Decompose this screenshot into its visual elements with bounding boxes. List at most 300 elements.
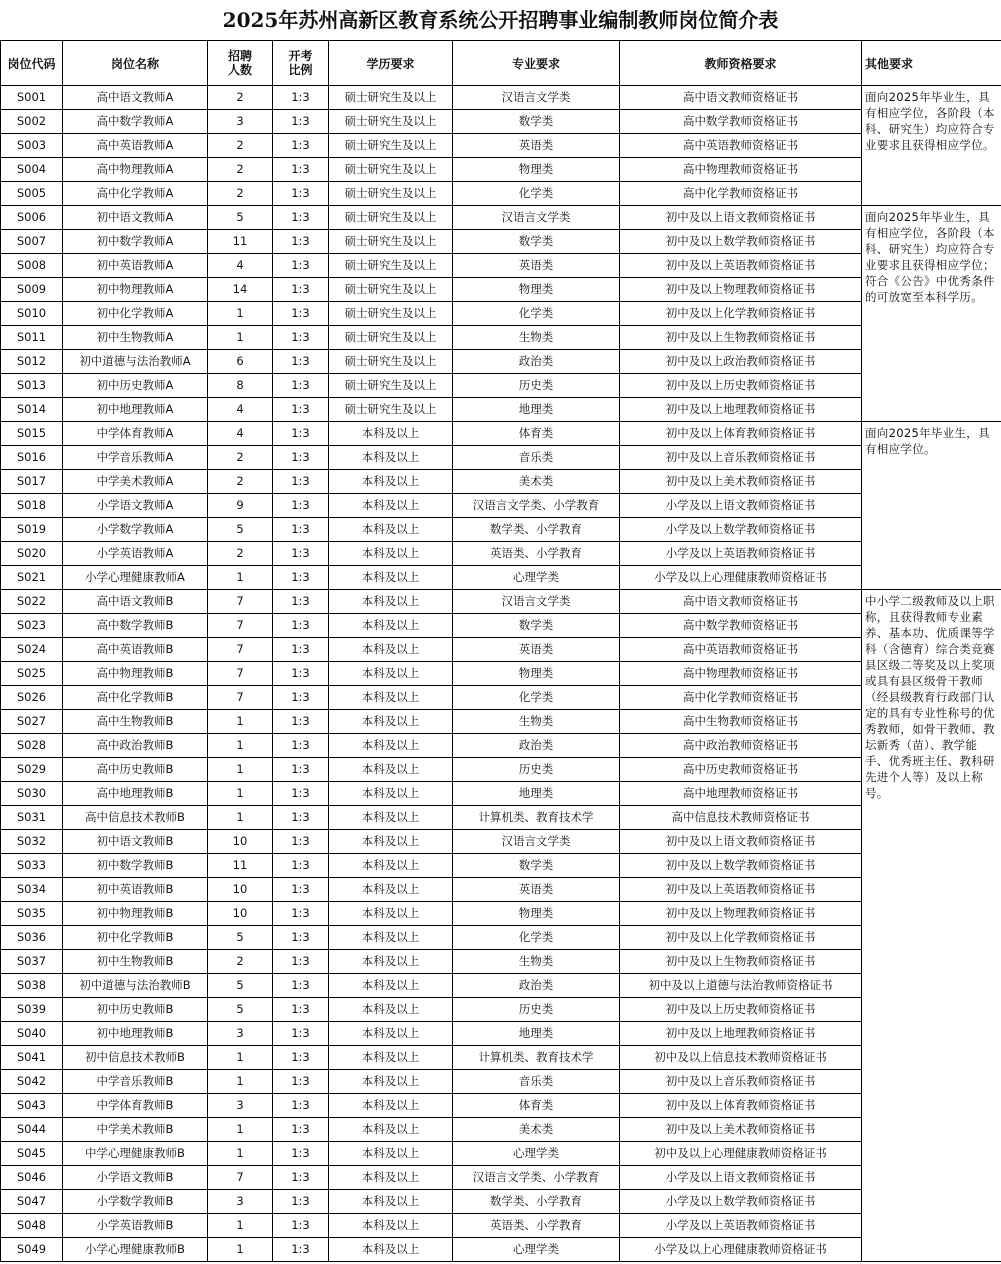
cell-certificate: 初中及以上物理教师资格证书	[620, 902, 862, 926]
cell-ratio: 1:3	[273, 230, 329, 254]
cell-education: 本科及以上	[329, 1046, 453, 1070]
cell-code: S005	[1, 182, 63, 206]
cell-certificate: 初中及以上化学教师资格证书	[620, 926, 862, 950]
cell-ratio: 1:3	[273, 446, 329, 470]
cell-name: 初中地理教师A	[63, 398, 208, 422]
cell-certificate: 高中英语教师资格证书	[620, 638, 862, 662]
cell-major: 数学类、小学教育	[453, 1190, 620, 1214]
cell-name: 高中语文教师A	[63, 86, 208, 110]
cell-ratio: 1:3	[273, 494, 329, 518]
cell-major: 化学类	[453, 302, 620, 326]
cell-education: 本科及以上	[329, 806, 453, 830]
cell-ratio: 1:3	[273, 206, 329, 230]
cell-major: 美术类	[453, 470, 620, 494]
table-row	[1, 926, 1001, 950]
cell-code: S042	[1, 1070, 63, 1094]
cell-ratio: 1:3	[273, 518, 329, 542]
header-certificate: 教师资格要求	[620, 41, 862, 86]
cell-certificate: 初中及以上物理教师资格证书	[620, 278, 862, 302]
cell-name: 中学美术教师B	[63, 1118, 208, 1142]
cell-education: 硕士研究生及以上	[329, 230, 453, 254]
cell-certificate: 高中地理教师资格证书	[620, 782, 862, 806]
cell-ratio: 1:3	[273, 1142, 329, 1166]
table-row	[1, 206, 1001, 230]
cell-code: S031	[1, 806, 63, 830]
cell-certificate: 初中及以上美术教师资格证书	[620, 470, 862, 494]
cell-ratio: 1:3	[273, 806, 329, 830]
cell-major: 政治类	[453, 974, 620, 998]
cell-major: 汉语言文学类	[453, 590, 620, 614]
table-row	[1, 398, 1001, 422]
cell-certificate: 高中政治教师资格证书	[620, 734, 862, 758]
cell-education: 本科及以上	[329, 1214, 453, 1238]
cell-ratio: 1:3	[273, 782, 329, 806]
table-row	[1, 878, 1001, 902]
cell-certificate: 初中及以上音乐教师资格证书	[620, 446, 862, 470]
cell-code: S004	[1, 158, 63, 182]
cell-name: 高中地理教师B	[63, 782, 208, 806]
cell-code: S033	[1, 854, 63, 878]
cell-major: 历史类	[453, 758, 620, 782]
cell-name: 初中历史教师B	[63, 998, 208, 1022]
table-row	[1, 758, 1001, 782]
table-row	[1, 350, 1001, 374]
cell-certificate: 初中及以上数学教师资格证书	[620, 230, 862, 254]
cell-certificate: 初中及以上体育教师资格证书	[620, 1094, 862, 1118]
cell-name: 高中化学教师B	[63, 686, 208, 710]
cell-count: 2	[208, 542, 273, 566]
cell-major: 计算机类、教育技术学	[453, 1046, 620, 1070]
table-row	[1, 638, 1001, 662]
cell-count: 7	[208, 590, 273, 614]
table-row	[1, 1238, 1001, 1262]
cell-education: 本科及以上	[329, 590, 453, 614]
cell-education: 本科及以上	[329, 614, 453, 638]
cell-count: 2	[208, 950, 273, 974]
cell-ratio: 1:3	[273, 470, 329, 494]
cell-name: 中学美术教师A	[63, 470, 208, 494]
cell-name: 小学心理健康教师A	[63, 566, 208, 590]
cell-certificate: 初中及以上英语教师资格证书	[620, 254, 862, 278]
cell-education: 本科及以上	[329, 1190, 453, 1214]
cell-ratio: 1:3	[273, 566, 329, 590]
table-row	[1, 302, 1001, 326]
cell-major: 心理学类	[453, 1142, 620, 1166]
cell-ratio: 1:3	[273, 374, 329, 398]
cell-education: 本科及以上	[329, 710, 453, 734]
cell-ratio: 1:3	[273, 350, 329, 374]
cell-major: 政治类	[453, 350, 620, 374]
cell-ratio: 1:3	[273, 110, 329, 134]
cell-major: 数学类	[453, 230, 620, 254]
cell-code: S047	[1, 1190, 63, 1214]
cell-count: 3	[208, 1094, 273, 1118]
cell-count: 11	[208, 230, 273, 254]
cell-education: 硕士研究生及以上	[329, 182, 453, 206]
cell-code: S006	[1, 206, 63, 230]
cell-count: 1	[208, 1214, 273, 1238]
cell-education: 本科及以上	[329, 758, 453, 782]
cell-education: 本科及以上	[329, 878, 453, 902]
cell-ratio: 1:3	[273, 398, 329, 422]
cell-ratio: 1:3	[273, 1022, 329, 1046]
cell-education: 硕士研究生及以上	[329, 254, 453, 278]
cell-name: 高中政治教师B	[63, 734, 208, 758]
cell-major: 音乐类	[453, 446, 620, 470]
table-row	[1, 806, 1001, 830]
cell-major: 英语类	[453, 638, 620, 662]
table-row	[1, 446, 1001, 470]
cell-ratio: 1:3	[273, 638, 329, 662]
cell-count: 10	[208, 902, 273, 926]
cell-name: 高中生物教师B	[63, 710, 208, 734]
cell-major: 心理学类	[453, 1238, 620, 1262]
cell-other-requirements: 面向2025年毕业生，具有相应学位。	[862, 422, 1001, 590]
cell-certificate: 初中及以上英语教师资格证书	[620, 878, 862, 902]
table-row	[1, 710, 1001, 734]
cell-education: 本科及以上	[329, 1118, 453, 1142]
cell-code: S027	[1, 710, 63, 734]
cell-major: 物理类	[453, 902, 620, 926]
cell-ratio: 1:3	[273, 686, 329, 710]
header-ratio	[273, 41, 329, 86]
cell-count: 10	[208, 878, 273, 902]
table-row	[1, 1142, 1001, 1166]
cell-education: 硕士研究生及以上	[329, 110, 453, 134]
cell-ratio: 1:3	[273, 902, 329, 926]
cell-certificate: 初中及以上语文教师资格证书	[620, 206, 862, 230]
cell-name: 初中化学教师A	[63, 302, 208, 326]
cell-code: S016	[1, 446, 63, 470]
table-row	[1, 254, 1001, 278]
cell-education: 本科及以上	[329, 446, 453, 470]
cell-education: 硕士研究生及以上	[329, 86, 453, 110]
cell-major: 数学类	[453, 614, 620, 638]
cell-name: 高中物理教师B	[63, 662, 208, 686]
cell-ratio: 1:3	[273, 614, 329, 638]
cell-certificate: 高中数学教师资格证书	[620, 614, 862, 638]
cell-count: 5	[208, 518, 273, 542]
cell-code: S025	[1, 662, 63, 686]
cell-major: 地理类	[453, 1022, 620, 1046]
cell-ratio: 1:3	[273, 1118, 329, 1142]
cell-ratio: 1:3	[273, 278, 329, 302]
cell-name: 高中物理教师A	[63, 158, 208, 182]
cell-major: 历史类	[453, 998, 620, 1022]
cell-certificate: 初中及以上道德与法治教师资格证书	[620, 974, 862, 998]
cell-ratio: 1:3	[273, 1070, 329, 1094]
table-row	[1, 686, 1001, 710]
table-row	[1, 902, 1001, 926]
cell-count: 1	[208, 1070, 273, 1094]
cell-name: 高中语文教师B	[63, 590, 208, 614]
cell-certificate: 初中及以上地理教师资格证书	[620, 398, 862, 422]
cell-major: 英语类、小学教育	[453, 1214, 620, 1238]
cell-education: 本科及以上	[329, 566, 453, 590]
cell-education: 本科及以上	[329, 950, 453, 974]
cell-education: 硕士研究生及以上	[329, 158, 453, 182]
cell-name: 初中化学教师B	[63, 926, 208, 950]
cell-code: S023	[1, 614, 63, 638]
table-row	[1, 86, 1001, 110]
cell-name: 中学体育教师B	[63, 1094, 208, 1118]
cell-count: 2	[208, 182, 273, 206]
header-count-line2: 人数	[227, 63, 252, 77]
cell-ratio: 1:3	[273, 926, 329, 950]
cell-ratio: 1:3	[273, 950, 329, 974]
cell-name: 初中生物教师A	[63, 326, 208, 350]
cell-name: 中学音乐教师B	[63, 1070, 208, 1094]
cell-certificate: 小学及以上心理健康教师资格证书	[620, 566, 862, 590]
cell-certificate: 初中及以上化学教师资格证书	[620, 302, 862, 326]
cell-education: 硕士研究生及以上	[329, 134, 453, 158]
cell-code: S034	[1, 878, 63, 902]
cell-ratio: 1:3	[273, 590, 329, 614]
cell-education: 本科及以上	[329, 998, 453, 1022]
cell-name: 小学英语教师B	[63, 1214, 208, 1238]
cell-major: 美术类	[453, 1118, 620, 1142]
cell-name: 高中数学教师B	[63, 614, 208, 638]
cell-count: 1	[208, 326, 273, 350]
cell-education: 硕士研究生及以上	[329, 206, 453, 230]
table-row	[1, 278, 1001, 302]
cell-major: 英语类	[453, 254, 620, 278]
cell-code: S044	[1, 1118, 63, 1142]
cell-name: 初中数学教师B	[63, 854, 208, 878]
table-row	[1, 1214, 1001, 1238]
table-row	[1, 374, 1001, 398]
cell-certificate: 初中及以上生物教师资格证书	[620, 326, 862, 350]
header-ratio-line1: 开考	[288, 49, 313, 63]
cell-code: S014	[1, 398, 63, 422]
cell-major: 英语类、小学教育	[453, 542, 620, 566]
header-name: 岗位名称	[63, 41, 208, 86]
cell-code: S043	[1, 1094, 63, 1118]
cell-code: S032	[1, 830, 63, 854]
cell-certificate: 小学及以上英语教师资格证书	[620, 542, 862, 566]
table-row	[1, 134, 1001, 158]
cell-education: 本科及以上	[329, 638, 453, 662]
cell-certificate: 小学及以上语文教师资格证书	[620, 1166, 862, 1190]
cell-name: 初中语文教师A	[63, 206, 208, 230]
cell-count: 4	[208, 422, 273, 446]
header-other: 其他要求	[862, 41, 1001, 86]
cell-count: 7	[208, 614, 273, 638]
cell-code: S039	[1, 998, 63, 1022]
table-row	[1, 494, 1001, 518]
cell-ratio: 1:3	[273, 86, 329, 110]
cell-ratio: 1:3	[273, 1094, 329, 1118]
table-row	[1, 422, 1001, 446]
cell-education: 硕士研究生及以上	[329, 278, 453, 302]
page-title: 2025年苏州高新区教育系统公开招聘事业编制教师岗位简介表	[222, 8, 779, 32]
cell-major: 生物类	[453, 950, 620, 974]
cell-count: 2	[208, 134, 273, 158]
cell-count: 2	[208, 446, 273, 470]
cell-code: S011	[1, 326, 63, 350]
cell-major: 汉语言文学类	[453, 830, 620, 854]
cell-ratio: 1:3	[273, 830, 329, 854]
cell-major: 地理类	[453, 782, 620, 806]
cell-code: S041	[1, 1046, 63, 1070]
table-row	[1, 566, 1001, 590]
table-header-row	[1, 41, 1001, 86]
header-count-line1: 招聘	[227, 49, 252, 63]
cell-count: 8	[208, 374, 273, 398]
cell-name: 初中语文教师B	[63, 830, 208, 854]
cell-count: 7	[208, 686, 273, 710]
cell-name: 初中物理教师A	[63, 278, 208, 302]
cell-major: 化学类	[453, 182, 620, 206]
header-major: 专业要求	[453, 41, 620, 86]
cell-major: 化学类	[453, 926, 620, 950]
cell-certificate: 高中化学教师资格证书	[620, 686, 862, 710]
cell-major: 体育类	[453, 1094, 620, 1118]
cell-major: 英语类	[453, 134, 620, 158]
cell-education: 本科及以上	[329, 422, 453, 446]
cell-code: S036	[1, 926, 63, 950]
cell-major: 历史类	[453, 374, 620, 398]
cell-other-requirements: 中小学二级教师及以上职称，且获得教师专业素养、基本功、优质课等学科（含德育）综合类竞赛县区级二等奖及以上奖项或具有县区级骨干教师（经县级教育行政部门认定的具有专业性称号的优秀教师，如骨干教师、教坛新秀（苗）、教学能手、优秀班主任、教科研先进个人等）及以上称号。	[862, 590, 1001, 1262]
cell-count: 4	[208, 398, 273, 422]
cell-ratio: 1:3	[273, 134, 329, 158]
cell-count: 1	[208, 1238, 273, 1262]
header-education: 学历要求	[329, 41, 453, 86]
cell-certificate: 初中及以上音乐教师资格证书	[620, 1070, 862, 1094]
cell-education: 本科及以上	[329, 542, 453, 566]
cell-count: 7	[208, 662, 273, 686]
cell-count: 1	[208, 1118, 273, 1142]
cell-certificate: 高中物理教师资格证书	[620, 662, 862, 686]
cell-code: S028	[1, 734, 63, 758]
header-code: 岗位代码	[1, 41, 63, 86]
cell-name: 初中英语教师B	[63, 878, 208, 902]
cell-education: 本科及以上	[329, 782, 453, 806]
cell-certificate: 小学及以上数学教师资格证书	[620, 1190, 862, 1214]
cell-education: 本科及以上	[329, 686, 453, 710]
cell-certificate: 初中及以上历史教师资格证书	[620, 374, 862, 398]
table-row	[1, 1022, 1001, 1046]
cell-code: S024	[1, 638, 63, 662]
cell-ratio: 1:3	[273, 422, 329, 446]
cell-education: 本科及以上	[329, 1142, 453, 1166]
cell-name: 中学心理健康教师B	[63, 1142, 208, 1166]
cell-code: S029	[1, 758, 63, 782]
cell-name: 高中英语教师B	[63, 638, 208, 662]
cell-certificate: 小学及以上语文教师资格证书	[620, 494, 862, 518]
cell-certificate: 初中及以上生物教师资格证书	[620, 950, 862, 974]
cell-major: 音乐类	[453, 1070, 620, 1094]
cell-code: S019	[1, 518, 63, 542]
cell-code: S007	[1, 230, 63, 254]
cell-certificate: 小学及以上心理健康教师资格证书	[620, 1238, 862, 1262]
cell-major: 数学类	[453, 854, 620, 878]
cell-count: 5	[208, 926, 273, 950]
table-row	[1, 830, 1001, 854]
cell-ratio: 1:3	[273, 182, 329, 206]
cell-education: 本科及以上	[329, 470, 453, 494]
table-row	[1, 1190, 1001, 1214]
cell-count: 5	[208, 974, 273, 998]
cell-name: 高中历史教师B	[63, 758, 208, 782]
cell-count: 3	[208, 110, 273, 134]
cell-other-requirements: 面向2025年毕业生，具有相应学位，各阶段（本科、研究生）均应符合专业要求且获得相应学位。	[862, 86, 1001, 206]
cell-major: 政治类	[453, 734, 620, 758]
cell-certificate: 初中及以上体育教师资格证书	[620, 422, 862, 446]
cell-ratio: 1:3	[273, 158, 329, 182]
cell-major: 物理类	[453, 158, 620, 182]
cell-count: 4	[208, 254, 273, 278]
cell-ratio: 1:3	[273, 1166, 329, 1190]
cell-ratio: 1:3	[273, 1190, 329, 1214]
cell-code: S038	[1, 974, 63, 998]
cell-count: 1	[208, 710, 273, 734]
cell-certificate: 高中英语教师资格证书	[620, 134, 862, 158]
cell-ratio: 1:3	[273, 326, 329, 350]
cell-code: S030	[1, 782, 63, 806]
cell-major: 体育类	[453, 422, 620, 446]
cell-education: 硕士研究生及以上	[329, 374, 453, 398]
cell-major: 心理学类	[453, 566, 620, 590]
cell-count: 7	[208, 638, 273, 662]
table-row	[1, 110, 1001, 134]
cell-name: 小学语文教师A	[63, 494, 208, 518]
cell-count: 1	[208, 806, 273, 830]
cell-certificate: 高中语文教师资格证书	[620, 86, 862, 110]
cell-certificate: 初中及以上心理健康教师资格证书	[620, 1142, 862, 1166]
table-row	[1, 182, 1001, 206]
table-row	[1, 614, 1001, 638]
table-row	[1, 230, 1001, 254]
header-count	[208, 41, 273, 86]
table-row	[1, 1046, 1001, 1070]
cell-ratio: 1:3	[273, 1046, 329, 1070]
cell-code: S040	[1, 1022, 63, 1046]
cell-count: 1	[208, 1046, 273, 1070]
cell-count: 6	[208, 350, 273, 374]
cell-education: 本科及以上	[329, 1238, 453, 1262]
table-row	[1, 1166, 1001, 1190]
cell-code: S022	[1, 590, 63, 614]
cell-ratio: 1:3	[273, 878, 329, 902]
cell-ratio: 1:3	[273, 734, 329, 758]
cell-name: 初中道德与法治教师A	[63, 350, 208, 374]
table-row	[1, 998, 1001, 1022]
cell-name: 初中历史教师A	[63, 374, 208, 398]
cell-count: 1	[208, 1142, 273, 1166]
cell-major: 汉语言文学类	[453, 86, 620, 110]
cell-code: S003	[1, 134, 63, 158]
cell-code: S013	[1, 374, 63, 398]
cell-certificate: 高中化学教师资格证书	[620, 182, 862, 206]
cell-certificate: 小学及以上数学教师资格证书	[620, 518, 862, 542]
cell-ratio: 1:3	[273, 854, 329, 878]
cell-name: 小学心理健康教师B	[63, 1238, 208, 1262]
cell-major: 汉语言文学类、小学教育	[453, 494, 620, 518]
cell-certificate: 高中语文教师资格证书	[620, 590, 862, 614]
cell-major: 物理类	[453, 662, 620, 686]
cell-code: S046	[1, 1166, 63, 1190]
cell-ratio: 1:3	[273, 302, 329, 326]
cell-code: S026	[1, 686, 63, 710]
table-body	[1, 86, 1001, 1262]
cell-major: 计算机类、教育技术学	[453, 806, 620, 830]
cell-name: 小学数学教师B	[63, 1190, 208, 1214]
cell-major: 英语类	[453, 878, 620, 902]
cell-certificate: 初中及以上地理教师资格证书	[620, 1022, 862, 1046]
cell-ratio: 1:3	[273, 542, 329, 566]
cell-certificate: 初中及以上美术教师资格证书	[620, 1118, 862, 1142]
